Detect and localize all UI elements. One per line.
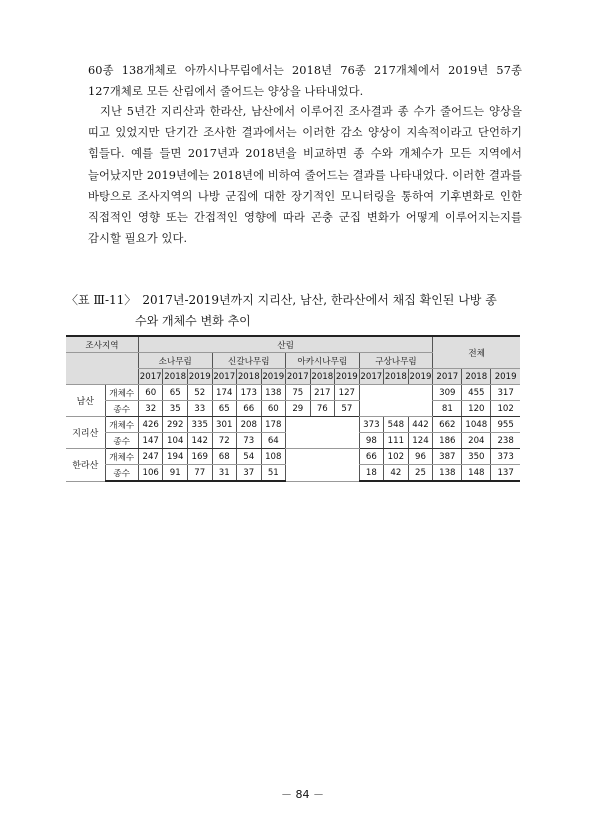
data-cell: 65 (212, 401, 237, 417)
data-cell: 173 (237, 385, 262, 401)
header-year: 2018 (310, 369, 335, 385)
data-cell: 68 (212, 449, 237, 465)
data-cell: 81 (433, 401, 462, 417)
data-cell: 32 (138, 401, 163, 417)
data-cell: 120 (462, 401, 491, 417)
data-cell: 57 (335, 401, 360, 417)
table-row (66, 417, 520, 433)
empty-cell (359, 385, 433, 417)
data-cell: 76 (310, 401, 335, 417)
data-cell: 426 (138, 417, 163, 433)
data-cell: 373 (359, 417, 384, 433)
data-cell: 18 (359, 465, 384, 482)
header-year: 2017 (286, 369, 311, 385)
data-cell: 75 (286, 385, 311, 401)
data-cell: 66 (359, 449, 384, 465)
data-cell: 73 (237, 433, 262, 449)
data-cell: 64 (261, 433, 286, 449)
data-cell: 178 (261, 417, 286, 433)
header-year: 2018 (462, 369, 491, 385)
header-total: 전체 (433, 336, 520, 369)
table-caption-label: 〈표 Ⅲ-11〉 (66, 293, 137, 307)
data-cell: 238 (491, 433, 520, 449)
data-table (66, 335, 520, 482)
data-cell: 208 (237, 417, 262, 433)
data-cell: 137 (491, 465, 520, 482)
data-cell: 29 (286, 401, 311, 417)
data-cell: 138 (433, 465, 462, 482)
header-year: 2017 (359, 369, 384, 385)
data-cell: 350 (462, 449, 491, 465)
header-year: 2017 (138, 369, 163, 385)
table-row (66, 385, 520, 401)
data-cell: 174 (212, 385, 237, 401)
body-paragraph-2: 지난 5년간 지리산과 한라산, 남산에서 이루어진 조사결과 종 수가 줄어드는 양상을 띠고 있었지만 단기간 조사한 결과에서는 이러한 감소 양상이 지속적이라고 단언하기 힘들다. 예를 들면 2017년과 2018년을 비교하면 종 수와 개체수가 모든 지역에서 늘어났지만 2019년에는 2018년에 비하여 줄어드는 결과를 나타내었다. 이러한 결과를 바탕으로 조사지역의 나방 군집에 대한 장기적인 모니터링을 통하여 기후변화로 인한 직접적인 영향 또는 간접적인 영향에 따라 곤충 군집 변화가 어떻게 이루어지는지를 감시할 필요가 있다. (88, 105, 522, 246)
data-cell: 37 (237, 465, 262, 482)
header-year: 2018 (384, 369, 409, 385)
data-cell: 42 (384, 465, 409, 482)
region-cell: 남산 (66, 385, 105, 417)
header-forest-acacia: 아카시나무림 (286, 353, 360, 369)
empty-cell (286, 449, 360, 482)
data-cell: 292 (163, 417, 188, 433)
header-forest-fir: 구상나무림 (359, 353, 433, 369)
data-cell: 108 (261, 449, 286, 465)
header-region: 조사지역 (66, 336, 138, 353)
data-cell: 138 (261, 385, 286, 401)
data-cell: 65 (163, 385, 188, 401)
data-cell: 77 (187, 465, 212, 482)
empty-cell (286, 417, 360, 449)
data-cell: 142 (187, 433, 212, 449)
data-cell: 309 (433, 385, 462, 401)
data-cell: 169 (187, 449, 212, 465)
header-year: 2017 (212, 369, 237, 385)
body-paragraph-1: 60종 138개체로 아까시나무림에서는 2018년 76종 217개체에서 2019년 57종 127개체로 모든 산림에서 줄어드는 양상을 나타내었다. (88, 64, 522, 99)
data-cell: 247 (138, 449, 163, 465)
metric-cell: 종수 (105, 433, 138, 449)
metric-cell: 종수 (105, 465, 138, 482)
metric-cell: 개체수 (105, 417, 138, 433)
data-cell: 455 (462, 385, 491, 401)
data-cell: 31 (212, 465, 237, 482)
moth-table (66, 335, 520, 482)
data-cell: 124 (408, 433, 433, 449)
data-cell: 104 (163, 433, 188, 449)
header-blank (66, 353, 138, 385)
data-cell: 96 (408, 449, 433, 465)
data-cell: 373 (491, 449, 520, 465)
region-cell: 한라산 (66, 449, 105, 482)
data-cell: 147 (138, 433, 163, 449)
table-caption-line2: 수와 개체수 변화 추이 (135, 314, 251, 328)
data-cell: 204 (462, 433, 491, 449)
header-year: 2019 (335, 369, 360, 385)
data-cell: 186 (433, 433, 462, 449)
data-cell: 106 (138, 465, 163, 482)
data-cell: 72 (212, 433, 237, 449)
data-cell: 442 (408, 417, 433, 433)
header-forest-oak: 신갈나무림 (212, 353, 286, 369)
data-cell: 194 (163, 449, 188, 465)
table-row (66, 449, 520, 465)
data-cell: 335 (187, 417, 212, 433)
table-body (66, 385, 520, 482)
header-year: 2019 (187, 369, 212, 385)
data-cell: 217 (310, 385, 335, 401)
data-cell: 317 (491, 385, 520, 401)
header-forest-pine: 소나무림 (138, 353, 212, 369)
data-cell: 54 (237, 449, 262, 465)
data-cell: 127 (335, 385, 360, 401)
header-year: 2018 (163, 369, 188, 385)
header-year: 2019 (261, 369, 286, 385)
table-caption (66, 290, 526, 310)
region-cell: 지리산 (66, 417, 105, 449)
data-cell: 102 (384, 449, 409, 465)
header-year: 2019 (491, 369, 520, 385)
data-cell: 955 (491, 417, 520, 433)
data-cell: 52 (187, 385, 212, 401)
data-cell: 148 (462, 465, 491, 482)
metric-cell: 개체수 (105, 449, 138, 465)
data-cell: 25 (408, 465, 433, 482)
data-cell: 35 (163, 401, 188, 417)
table-caption-line1: 2017년-2019년까지 지리산, 남산, 한라산에서 채집 확인된 나방 종 (142, 293, 497, 307)
page-number: － 84 － (281, 788, 324, 801)
data-cell: 548 (384, 417, 409, 433)
data-cell: 60 (138, 385, 163, 401)
data-cell: 387 (433, 449, 462, 465)
data-cell: 102 (491, 401, 520, 417)
data-cell: 51 (261, 465, 286, 482)
data-cell: 60 (261, 401, 286, 417)
data-cell: 111 (384, 433, 409, 449)
header-year: 2019 (408, 369, 433, 385)
metric-cell: 개체수 (105, 385, 138, 401)
data-cell: 662 (433, 417, 462, 433)
data-cell: 66 (237, 401, 262, 417)
data-cell: 301 (212, 417, 237, 433)
header-year: 2017 (433, 369, 462, 385)
data-cell: 98 (359, 433, 384, 449)
header-forest: 산림 (138, 336, 432, 353)
header-year: 2018 (237, 369, 262, 385)
data-cell: 33 (187, 401, 212, 417)
data-cell: 91 (163, 465, 188, 482)
metric-cell: 종수 (105, 401, 138, 417)
data-cell: 1048 (462, 417, 491, 433)
table-row (66, 401, 520, 417)
